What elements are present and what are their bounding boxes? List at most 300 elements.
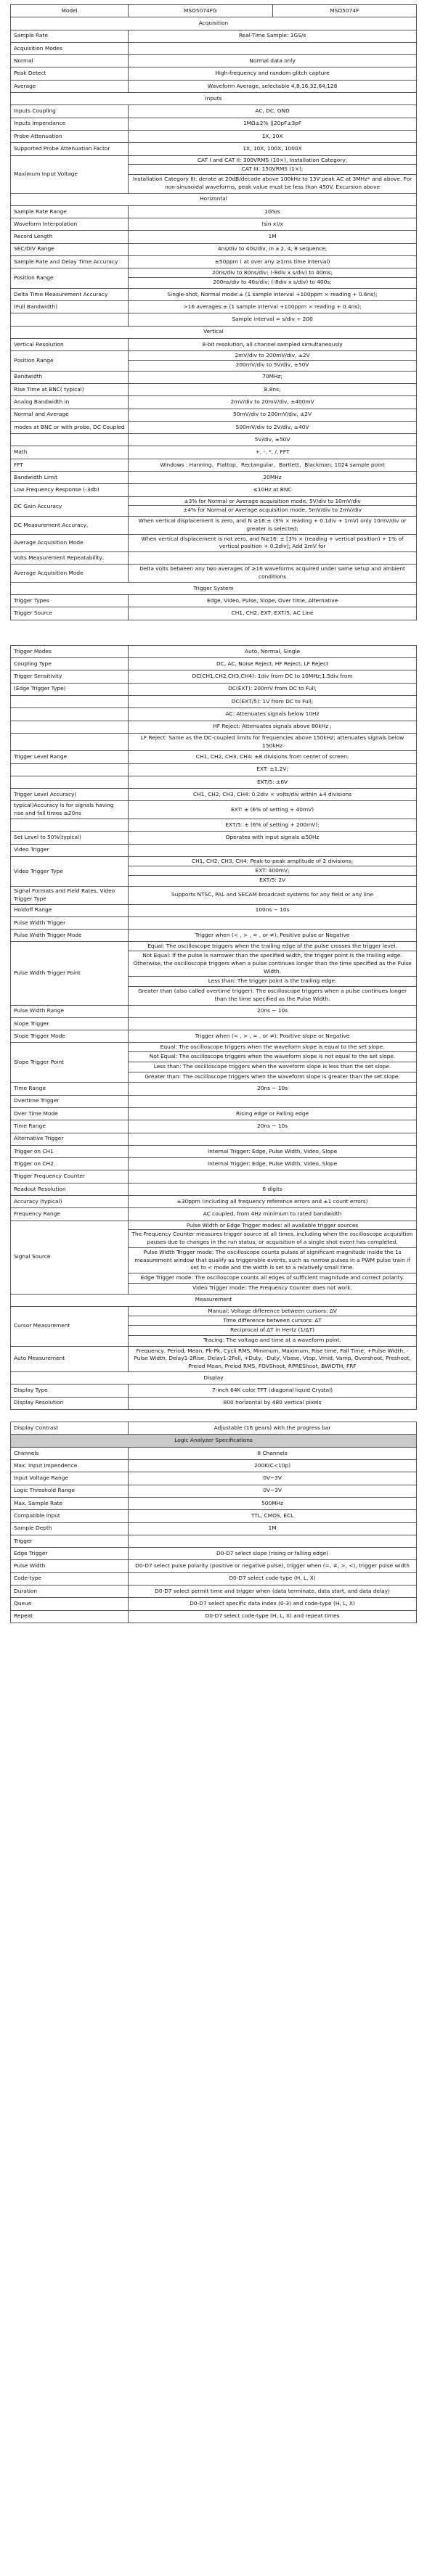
spec-value [129, 1306, 417, 1346]
table-row [11, 1120, 417, 1133]
spec-label: Rise Time at BNC( typical) [11, 384, 129, 396]
spec-value: CH1, CH2, CH3, CH4: ±8 divisions from center of screen; [129, 751, 417, 763]
table-row [11, 1510, 417, 1522]
table-row [11, 1221, 417, 1294]
spec-label: Acquisition Modes [11, 42, 129, 54]
spec-label: Overtime Trigger [11, 1095, 129, 1107]
table-row [11, 459, 417, 471]
spec-label: Sample Rate [11, 30, 129, 42]
section-title: Trigger System [11, 582, 417, 594]
table-row [11, 1610, 417, 1623]
spec-label: Trigger Level Accuracy( [11, 789, 129, 801]
spec-value: 20ns ~ 10s [129, 1005, 417, 1017]
spec-label: Vertical Resolution [11, 338, 129, 350]
spec-label: Low Frequency Response (-3db) [11, 484, 129, 496]
spec-value: 20MHz [129, 472, 417, 484]
spec-value-line: Not Equal: The oscilloscope triggers when the waveform slope is not equal to the set slope. [129, 1051, 416, 1062]
spec-value [129, 552, 417, 565]
spec-label: Sample Depth [11, 1522, 129, 1535]
spec-value: Auto, Normal, Single [129, 645, 417, 657]
spec-value: 1X, 10X, 100X, 1000X [129, 143, 417, 155]
spec-value [129, 856, 417, 886]
spec-label: Bandwidth [11, 371, 129, 383]
spec-value-line: Tracing: The voltage and time at a waveform point. [129, 1335, 416, 1345]
spec-label [11, 434, 129, 446]
table-row [11, 218, 417, 231]
spec-label: (Full Bandwidth) [11, 301, 129, 313]
table-row [11, 446, 417, 459]
table-row [11, 1522, 417, 1535]
spec-value [129, 1170, 417, 1183]
spec-value: 0V~3V [129, 1485, 417, 1497]
spec-value: ≤10Hz at BNC [129, 484, 417, 496]
spec-label: Frequency Range [11, 1208, 129, 1221]
spec-label: Pulse Width [11, 1560, 129, 1572]
table-row [11, 1572, 417, 1585]
spec-label: Bandwidth Limit [11, 472, 129, 484]
table-row [11, 1133, 417, 1145]
spec-value-line: 2mV/div to 200mV/div, ±2V [235, 352, 310, 359]
spec-label: DC Gain Accuracy [11, 496, 129, 516]
section-title: Logic Analyzer Specifications [11, 1435, 417, 1447]
table-row [11, 1472, 417, 1485]
spec-label [11, 819, 129, 831]
spec-value: 1MΩ±2% ||20pF±3pF [129, 118, 417, 130]
spec-label: Trigger on CH2 [11, 1158, 129, 1170]
spec-label: Sample Rate and Delay Time Accuracy [11, 255, 129, 268]
spec-value: D0-D7 select slope (rising or falling edge) [129, 1548, 417, 1560]
spec-value: 8.8ns; [129, 384, 417, 396]
section-title: Vertical [11, 326, 417, 338]
table-row [11, 155, 417, 193]
table-row [11, 1208, 417, 1221]
table-row [11, 1005, 417, 1017]
table-row [11, 751, 417, 763]
spec-value: 8-bit resolution, all channel sampled simultaneously [129, 338, 417, 350]
spec-value-line: Video Trigger mode: The Frequency Counter does not work. [129, 1283, 416, 1293]
table-row [11, 130, 417, 142]
spec-value: 500MHz [129, 1497, 417, 1509]
table-row [11, 1017, 417, 1030]
spec-value-line: Greater than (also called overtime trigger): The oscilloscope triggers when a pulse continues longer than the time specified as the Pulse Width. [129, 986, 416, 1004]
spec-label: Accuracy (typical) [11, 1196, 129, 1208]
spec-value: HF Reject: Attenuates signals above 80kHz ; [129, 721, 417, 733]
table-row [11, 695, 417, 707]
section-header [11, 193, 417, 205]
spec-value [129, 1535, 417, 1547]
section-header [11, 1371, 417, 1384]
spec-value: 8 Channels [129, 1447, 417, 1459]
spec-value: AC, DC, GND [129, 105, 417, 118]
spec-value: LF Reject: Same as the DC-coupled limits for frequencies above 150kHz; attenuates signals below 150kHz [129, 733, 417, 750]
spec-label: Set Level to 50%(typical) [11, 832, 129, 844]
spec-label: Cursor Measurement [11, 1306, 129, 1346]
table-row [11, 1598, 417, 1610]
section-title: Display [11, 1371, 417, 1384]
spec-value: >16 averages:± (1 sample interval +100ppm × reading + 0.4ns); [129, 301, 417, 313]
table-row [11, 1030, 417, 1043]
spec-label: Video Trigger Type [11, 856, 129, 886]
table-row [11, 1585, 417, 1597]
spec-label: Signal Source [11, 1221, 129, 1294]
table-row [11, 288, 417, 300]
table-row [11, 789, 417, 801]
spec-value: Operates with input signals ≥50Hz [129, 832, 417, 844]
spec-label: Display Type [11, 1385, 129, 1397]
spec-label: Readout Resolution [11, 1183, 129, 1195]
spec-value: 6 digits [129, 1183, 417, 1195]
spec-label: Average Acquisition Mode [11, 534, 129, 551]
spec-label: DC Measurement Accuracy, [11, 517, 129, 534]
table-row [11, 534, 417, 551]
spec-label: FFT [11, 459, 129, 471]
table-row [11, 1497, 417, 1509]
spec-value: 200K(C<10p) [129, 1460, 417, 1472]
spec-value: CH1, CH2, EXT, EXT/5, AC Line [129, 607, 417, 620]
spec-value: Delta volts between any two averages of ≥16 waveforms acquired under same setup and ambient conditions [129, 565, 417, 582]
spec-label [11, 776, 129, 788]
spec-label: Code-type [11, 1572, 129, 1585]
spec-label: Input Voltage Range [11, 1472, 129, 1485]
spec-label: Edge Trigger [11, 1548, 129, 1560]
spec-value: 20ns ~ 10s [129, 1120, 417, 1133]
spec-value: High-frequency and random glitch capture [129, 67, 417, 80]
spec-value-line: Pulse Width or Edge Trigger modes: all available trigger sources [186, 1221, 359, 1228]
table-row [11, 1107, 417, 1120]
spec-value: Normal data only [129, 55, 417, 67]
spec-value [129, 155, 417, 193]
table-row [11, 143, 417, 155]
spec-value: EXT/5: ± (6% of setting + 200mV); [129, 819, 417, 831]
table-row [11, 396, 417, 409]
table-row [11, 42, 417, 54]
table-row [11, 1170, 417, 1183]
spec-label: Max. Sample Rate [11, 1497, 129, 1509]
spec-label: Trigger Sensitivity [11, 670, 129, 683]
table-row [11, 801, 417, 819]
spec-value: DC, AC, Noise Reject, HF Reject, LF Reject [129, 658, 417, 670]
spec-value: 100ns ~ 10s [129, 904, 417, 916]
spec-label: Signal Formats and Field Rates, Video Trigger Type [11, 887, 129, 904]
spec-value-line: EXT: 400mV; [129, 866, 416, 876]
table-row [11, 205, 417, 218]
table-row [11, 819, 417, 831]
spec-sheet [10, 0, 417, 1623]
spec-value-line: EXT/5: 2V [129, 875, 416, 885]
table-row [11, 1447, 417, 1459]
spec-label: Peak Detect [11, 67, 129, 80]
spec-value: 70MHz; [129, 371, 417, 383]
spec-value-line: Time difference between cursors: ΔT [129, 1316, 416, 1326]
spec-value: Internal Trigger: Edge, Pulse Width, Video, Slope [129, 1158, 417, 1170]
table-row [11, 1196, 417, 1208]
spec-value: AC: Attenuates signals below 10Hz [129, 708, 417, 721]
spec-label: Alternative Trigger [11, 1133, 129, 1145]
spec-label: Display Resolution [11, 1397, 129, 1409]
spec-label: Waveform Interpolation [11, 218, 129, 231]
spec-value: Internal Trigger: Edge, Pulse Width, Video, Slope [129, 1145, 417, 1157]
table-row [11, 313, 417, 326]
spec-value-line: CH1, CH2, CH3, CH4: Peak-to-peak amplitude of 2 divisions; [191, 857, 354, 864]
spec-label: Pulse Width Range [11, 1005, 129, 1017]
spec-value: 1GS/s [129, 205, 417, 218]
spec-value-line: CAT I and CAT II: 300VRMS (10×), Installation Category; [197, 156, 348, 163]
table-row [11, 1158, 417, 1170]
table-row [11, 472, 417, 484]
table-row [11, 1043, 417, 1083]
spec-value: ±30ppm (including all frequency reference errors and ±1 count errors) [129, 1196, 417, 1208]
spec-value [129, 268, 417, 288]
spec-value: Rising edge or Falling edge [129, 1107, 417, 1120]
spec-value: 500mV/div to 2V/div, ±40V [129, 421, 417, 433]
spec-label: Volts Measurement Repeatability, [11, 552, 129, 565]
table-row [11, 733, 417, 750]
table-row [11, 1385, 417, 1397]
spec-value-line: Greater than: The oscilloscope triggers when the waveform slope is greater than the set slope. [129, 1072, 416, 1082]
section-header [11, 1294, 417, 1306]
spec-label: Trigger Types [11, 595, 129, 607]
spec-label: Pulse Width Trigger Mode [11, 930, 129, 942]
table-row [11, 1346, 417, 1371]
spec-label: Display Contrast [11, 1422, 129, 1435]
table-row [11, 552, 417, 565]
spec-label: Pulse Width Trigger [11, 916, 129, 929]
spec-label: Inputs Coupling [11, 105, 129, 118]
spec-value: EXT/5: ±6V [129, 776, 417, 788]
table-row [11, 565, 417, 582]
spec-value: 7-inch 64K color TFT (diagonal liquid Crystal) [129, 1385, 417, 1397]
spec-value: Frequency, Period, Mean, Pk-Pk, Cycli RMS, Minimum, Maximum, Rise time, Fall Time, +Pulse Width, -Pulse Width, Delay1-2Rise, Delay1-2Fall, +Duty, -Duty, Vbase, Vtop, Vmid, Vamp, Overshoot, Preshoot, Preiod Mean, Preiod RMS, FOVShoot, RPREShoot, BWIDTH, FRF [129, 1346, 417, 1371]
table-row [11, 930, 417, 942]
spec-value: AC coupled, from 4Hz minimum to rated bandwidth [129, 1208, 417, 1221]
spec-label: Channels [11, 1447, 129, 1459]
spec-label: Slope Trigger Point [11, 1043, 129, 1083]
table-row [11, 517, 417, 534]
spec-label: Trigger Modes [11, 645, 129, 657]
spec-value: Single-shot, Normal mode:± (1 sample interval +100ppm × reading + 0.6ns); [129, 288, 417, 300]
table-row [11, 887, 417, 904]
table-row [11, 1306, 417, 1346]
spec-value: EXT: ± (6% of setting + 40mV) [129, 801, 417, 819]
spec-label: Record Length [11, 231, 129, 243]
spec-label [11, 313, 129, 326]
spec-value: Trigger when (< , > , = , or ≠); Positive slope or Negative [129, 1030, 417, 1043]
spec-value-line: The Frequency Counter measures trigger source at all times, including when the oscilloscope acquisition pauses due to changes in the run status, or acquisition of a single shot event has completed. [129, 1229, 416, 1247]
table-row [11, 916, 417, 929]
spec-value: 4ns/div to 40s/div, in a 2, 4, 8 sequence; [129, 243, 417, 255]
table-row [11, 1397, 417, 1409]
section-title: Acquisition [11, 17, 417, 30]
spec-value: 0V~3V [129, 1472, 417, 1485]
table-row [11, 904, 417, 916]
table-row [11, 1548, 417, 1560]
table-row [11, 67, 417, 80]
spec-value: Supports NTSC, PAL and SECAM broadcast systems for any field or any line [129, 887, 417, 904]
table-row [11, 484, 417, 496]
table-row [11, 434, 417, 446]
spec-value [129, 351, 417, 371]
spec-value: TTL, CMOS, ECL [129, 1510, 417, 1522]
table-row [11, 268, 417, 288]
spec-value: DC(CH1,CH2,CH3,CH4): 1div from DC to 10MHz;1.5div from [129, 670, 417, 683]
section-title: Measurement [11, 1294, 417, 1306]
spec-table-1 [10, 4, 417, 620]
spec-value-line: Installation Category III: derate at 20dB/decade above 100kHz to 13V peak AC at 3MHz* and above. For non-sinusoidal waveforms, peak value must be less than 450V. Excursion above [129, 174, 416, 192]
spec-label: Duration [11, 1585, 129, 1597]
spec-label: Normal [11, 55, 129, 67]
table-row [11, 30, 417, 42]
table-row [11, 409, 417, 421]
header-cell: MSO5074FG [129, 5, 272, 17]
table-row [11, 1560, 417, 1572]
spec-value: 20ns ~ 10s [129, 1083, 417, 1095]
spec-label: Position Range [11, 268, 129, 288]
table-row [11, 371, 417, 383]
spec-value: Edge, Video, Pulse, Slope, Over time, Alternative [129, 595, 417, 607]
spec-label: Slope Trigger [11, 1017, 129, 1030]
spec-value: D0-D7 select code-type (H, L, X) [129, 1572, 417, 1585]
spec-label: Delta Time Measurement Accuracy [11, 288, 129, 300]
spec-value: Real-Time Sample: 1GS/s [129, 30, 417, 42]
table-row [11, 832, 417, 844]
spec-label: Compatible Input [11, 1510, 129, 1522]
table-row [11, 1145, 417, 1157]
spec-label: Average [11, 80, 129, 92]
spec-value: Windows : Hanning、Flattop、Rectangular、Bartlett、Blackman; 1024 sample point [129, 459, 417, 471]
spec-label: Auto Measurement [11, 1346, 129, 1371]
spec-value: When vertical displacement is not zero, and N≥16: ± [3% × (reading + vertical position) + 1% of vertical position + 0.2div]; Add 2mV for [129, 534, 417, 551]
spec-label: Maximum Input Voltage [11, 155, 129, 193]
spec-label: Normal and Average [11, 409, 129, 421]
spec-label: Inputs Impendance [11, 118, 129, 130]
spec-value: CH1, CH2, CH3, CH4: 0.2div × volts/div within ±4 divisions [129, 789, 417, 801]
spec-value: DC(EXT): 200mV from DC to Full; [129, 683, 417, 695]
section-header [11, 1435, 417, 1447]
spec-label: SEC/DIV Range [11, 243, 129, 255]
table-row [11, 1083, 417, 1095]
spec-value [129, 1133, 417, 1145]
spec-label: Probe Attenuation [11, 130, 129, 142]
spec-label: Time Range [11, 1083, 129, 1095]
table-row [11, 1422, 417, 1435]
spec-value: Trigger when (< , > , = , or ≠); Positive pulse or Negative [129, 930, 417, 942]
table-row [11, 763, 417, 776]
table-row [11, 844, 417, 856]
table-row [11, 55, 417, 67]
spec-value [129, 916, 417, 929]
spec-value [129, 844, 417, 856]
spec-value: 2mV/div to 20mV/div, ±400mV [129, 396, 417, 409]
spec-value: D0-D7 select pulse polarity (positive or negative pulse), trigger when (=, ≠, >, <), trigger pulse width [129, 1560, 417, 1572]
spec-label: Position Range [11, 351, 129, 371]
table-row [11, 1485, 417, 1497]
spec-value: 50mV/div to 200mV/div, ±2V [129, 409, 417, 421]
spec-label: Trigger on CH1 [11, 1145, 129, 1157]
table-row [11, 80, 417, 92]
spec-label: Holdoff Range [11, 904, 129, 916]
spec-value-line: Less than: The trigger point is the trailing edge. [129, 976, 416, 986]
spec-label: Queue [11, 1598, 129, 1610]
header-cell: Model [11, 5, 129, 17]
spec-label: Trigger Frequency Counter [11, 1170, 129, 1183]
spec-label: Sample Rate Range [11, 205, 129, 218]
table-row [11, 1183, 417, 1195]
table-row [11, 856, 417, 886]
spacer-cell [11, 1409, 417, 1422]
section-header [11, 93, 417, 105]
table-row [11, 118, 417, 130]
table-row [11, 595, 417, 607]
spec-value-line: ±4% for Normal or Average acquisition mode, 5mV/div to 2mV/div [129, 505, 416, 515]
spec-value [129, 42, 417, 54]
table-row [11, 658, 417, 670]
table-row [11, 607, 417, 620]
spec-value: (sin x)/x [129, 218, 417, 231]
spec-value [129, 1095, 417, 1107]
spec-label: Time Range [11, 1120, 129, 1133]
table-row [11, 384, 417, 396]
spec-value [129, 1017, 417, 1030]
spec-label: Trigger Source [11, 607, 129, 620]
spec-value: 5V/div, ±50V [129, 434, 417, 446]
spec-value: 1X, 10X [129, 130, 417, 142]
spec-value: Adjustable (16 gears) with the progress bar [129, 1422, 417, 1435]
spec-label: Logic Threshold Range [11, 1485, 129, 1497]
spec-value [129, 1043, 417, 1083]
spec-value-line: Not Equal: If the pulse is narrower than the specified width, the trigger point is the trailing edge. Otherwise, the oscilloscope triggers when a pulse continues longer than the time specified as the Pulse Width. [129, 951, 416, 976]
spec-label: Pulse Width Trigger Point [11, 942, 129, 1005]
spec-value: D0-D7 select permit time and trigger when (data terminate, data start, and data delay) [129, 1585, 417, 1597]
table-row [11, 255, 417, 268]
spec-value [129, 496, 417, 516]
section-header [11, 326, 417, 338]
spec-value: When vertical displacement is zero, and N ≥16:± (3% × reading + 0.1div + 1mV) only 10mV/div or greater is selected; [129, 517, 417, 534]
table-row [11, 645, 417, 657]
spec-label [11, 763, 129, 776]
spec-label [11, 721, 129, 733]
table-row [11, 721, 417, 733]
spec-value-line: Edge Trigger mode: The oscilloscope counts all edges of sufficient magnitude and correct polarity. [129, 1273, 416, 1283]
spec-value: ±50ppm ( at over any ≥1ms time interval) [129, 255, 417, 268]
spec-label: Slope Trigger Mode [11, 1030, 129, 1043]
spec-label: Over Time Mode [11, 1107, 129, 1120]
section-title: Horizontal [11, 193, 417, 205]
table-row [11, 1095, 417, 1107]
spec-label: Analog Bandwidth in [11, 396, 129, 409]
table-gap [10, 620, 417, 645]
table-row [11, 301, 417, 313]
spec-value: D0-D7 select code-type (H, L, X) and repeat times [129, 1610, 417, 1623]
spec-label: Video Trigger [11, 844, 129, 856]
spec-value: D0-D7 select specific data index (0-3) and code-type (H, L, X) [129, 1598, 417, 1610]
spec-value: EXT: ±1.2V; [129, 763, 417, 776]
spec-label [11, 733, 129, 750]
table-row [11, 1535, 417, 1547]
spec-label: typical)Accuracy is for signals having rise and fall times ≥20ns [11, 801, 129, 819]
spec-label [11, 708, 129, 721]
spec-value: Waveform Average, selectable 4,8,16,32,64,128 [129, 80, 417, 92]
spec-label [11, 695, 129, 707]
table-row [11, 243, 417, 255]
spec-label: Supported Probe Attenuation Factor [11, 143, 129, 155]
table-row [11, 496, 417, 516]
table-row [11, 683, 417, 695]
spec-value-line: Manual: Voltage difference between cursors: ΔV [208, 1307, 337, 1314]
spec-value-line: 200ns/div to 40s/div; (-8div x s/div) to 400s; [129, 277, 416, 287]
spec-value-line: Less than: The oscilloscope triggers when the waveform slope is less than the set slope. [129, 1062, 416, 1072]
spec-label: Math [11, 446, 129, 459]
spec-table-2 [10, 645, 417, 1623]
